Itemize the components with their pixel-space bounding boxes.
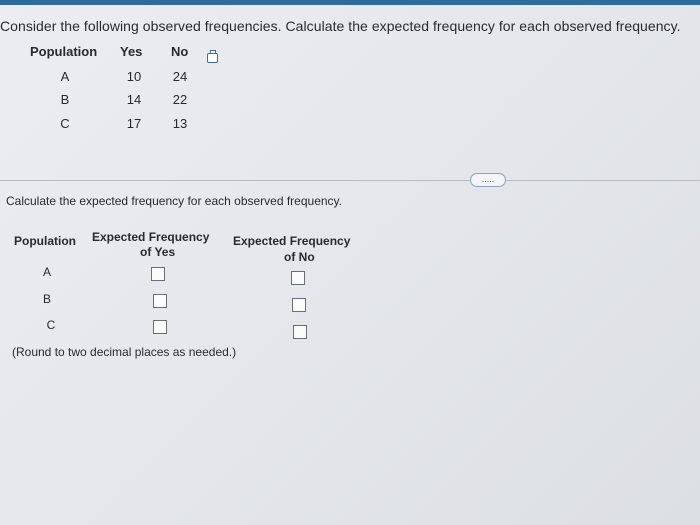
- input-expected-no-b[interactable]: [292, 298, 306, 312]
- answer-header-yes-line2: of Yes: [140, 245, 176, 259]
- row-a-population: A: [60, 69, 70, 84]
- answer-header-population: Population: [14, 234, 76, 248]
- input-expected-no-a[interactable]: [291, 271, 305, 285]
- more-button[interactable]: .....: [470, 173, 506, 187]
- row-b-no: 22: [172, 92, 188, 107]
- header-population: Population: [30, 44, 98, 59]
- header-no: No: [171, 44, 189, 59]
- input-expected-yes-b[interactable]: [153, 294, 167, 308]
- row-b-population: B: [60, 92, 70, 107]
- section-divider: [0, 180, 700, 181]
- answer-row-b-label: B: [42, 292, 51, 306]
- input-expected-yes-c[interactable]: [153, 320, 167, 334]
- header-yes: Yes: [120, 44, 143, 59]
- copy-table-icon[interactable]: [207, 53, 218, 63]
- answer-header-no-line1: Expected Frequency: [233, 234, 351, 248]
- row-b-yes: 14: [126, 92, 142, 107]
- answer-header-yes-line1: Expected Frequency: [92, 230, 210, 244]
- answer-row-c-label: C: [46, 318, 56, 332]
- row-a-yes: 10: [126, 69, 142, 84]
- row-c-population: C: [60, 116, 70, 131]
- instruction-text: Calculate the expected frequency for each observed frequency.: [6, 194, 342, 208]
- row-a-no: 24: [172, 69, 188, 84]
- question-text: Consider the following observed frequencies. Calculate the expected frequency for each observed frequency.: [0, 18, 681, 34]
- input-expected-no-c[interactable]: [293, 325, 307, 339]
- top-accent-bar: [0, 0, 700, 5]
- answer-header-no-line2: of No: [284, 250, 315, 264]
- input-expected-yes-a[interactable]: [151, 267, 165, 281]
- row-c-no: 13: [172, 116, 188, 131]
- row-c-yes: 17: [126, 116, 142, 131]
- answer-row-a-label: A: [42, 265, 51, 279]
- rounding-note: (Round to two decimal places as needed.): [12, 345, 237, 359]
